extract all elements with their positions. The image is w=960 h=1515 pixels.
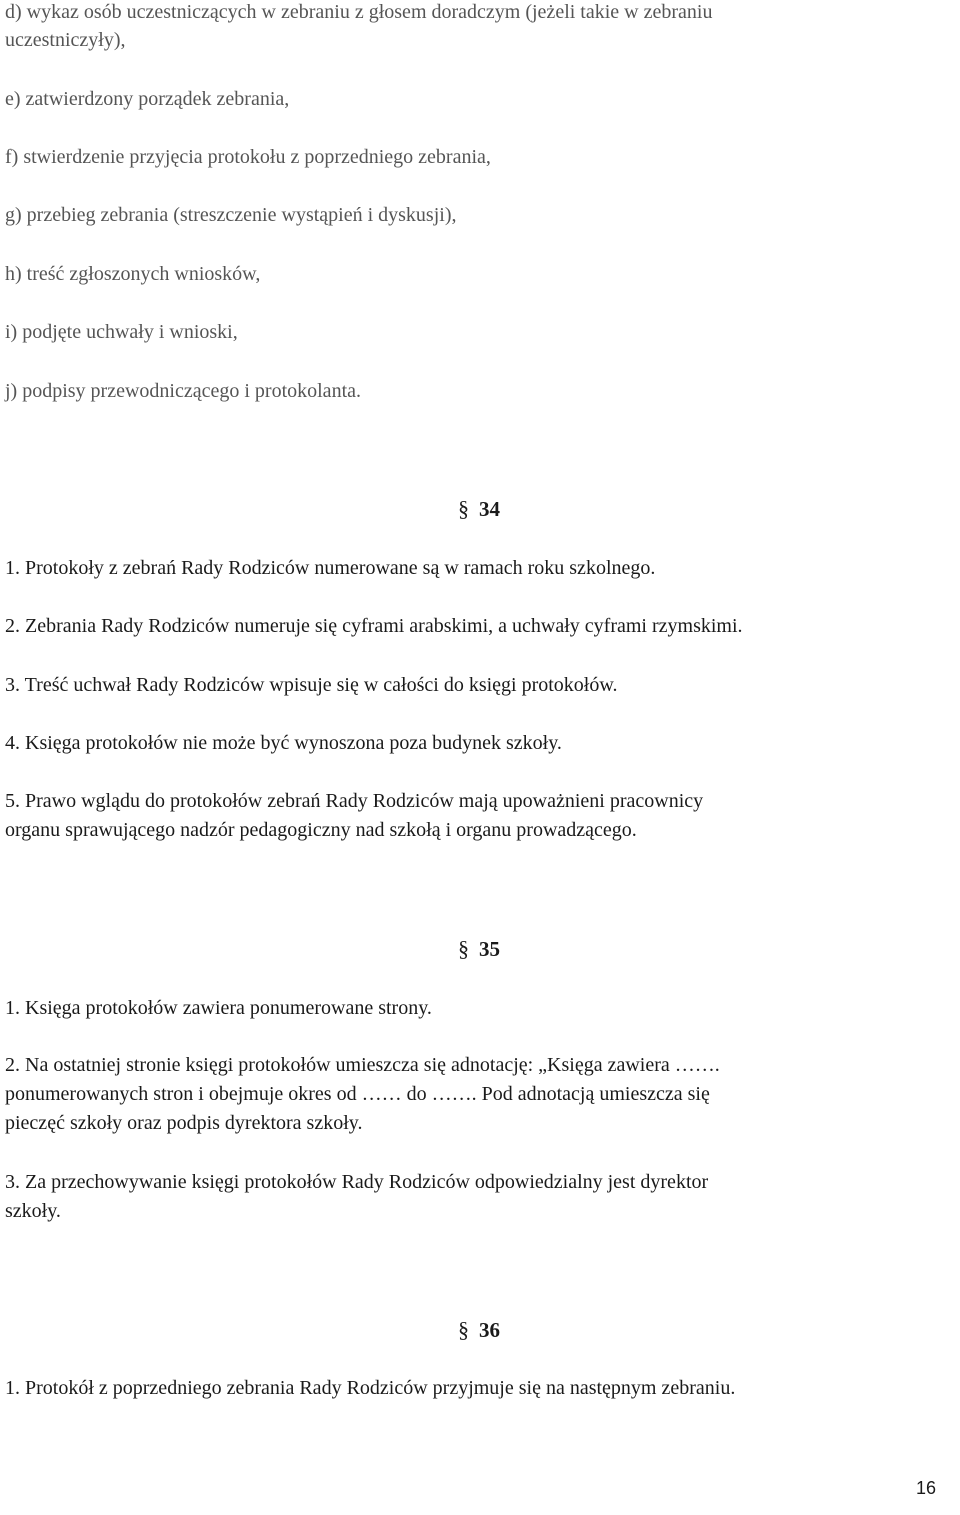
list-item-h: h) treść zgłoszonych wniosków,: [5, 263, 261, 285]
page-number: 16: [915, 1478, 936, 1498]
sec35-paragraph-3: [5, 1168, 940, 1226]
section-number: 34: [479, 497, 500, 521]
sec35-paragraph-3-line-1: 3. Za przechowywanie księgi protokołów Rady Rodziców odpowiedzialny jest dyrektor: [5, 1171, 709, 1193]
section-36-heading: [458, 1315, 500, 1345]
section-symbol: §: [458, 1317, 469, 1342]
section-symbol: §: [458, 496, 469, 521]
sec34-paragraph-5-line-1: 5. Prawo wglądu do protokołów zebrań Rady Rodziców mają upoważnieni pracownicy: [5, 790, 704, 812]
sec35-paragraph-3-line-2: szkoły.: [5, 1200, 61, 1222]
section-number: 36: [479, 1318, 500, 1342]
list-item-j: j) podpisy przewodniczącego i protokolanta.: [5, 380, 361, 402]
list-item-i: i) podjęte uchwały i wnioski,: [5, 321, 238, 343]
list-item-d: d) wykaz osób uczestniczących w zebraniu z głosem doradczym (jeżeli takie w zebraniu: [5, 1, 713, 23]
section-number: 35: [479, 937, 500, 961]
list-item-f: f) stwierdzenie przyjęcia protokołu z poprzedniego zebrania,: [5, 146, 491, 168]
sec36-paragraph-1: 1. Protokół z poprzedniego zebrania Rady Rodziców przyjmuje się na następnym zebraniu.: [5, 1377, 736, 1399]
sec34-paragraph-2: 2. Zebrania Rady Rodziców numeruje się cyframi arabskimi, a uchwały cyframi rzymskimi.: [5, 615, 743, 637]
sec34-paragraph-5: [5, 787, 940, 845]
list-item-g: g) przebieg zebrania (streszczenie wystąpień i dyskusji),: [5, 204, 457, 226]
sec34-paragraph-1: 1. Protokoły z zebrań Rady Rodziców numerowane są w ramach roku szkolnego.: [5, 557, 656, 579]
sec35-paragraph-2-line-2: ponumerowanych stron i obejmuje okres od …… do ……. Pod adnotacją umieszcza się: [5, 1083, 710, 1105]
sec35-paragraph-2-line-3: pieczęć szkoły oraz podpis dyrektora szkoły.: [5, 1112, 363, 1134]
sec34-paragraph-4: 4. Księga protokołów nie może być wynoszona poza budynek szkoły.: [5, 732, 562, 754]
section-35-heading: [458, 934, 500, 964]
list-item-e: e) zatwierdzony porządek zebrania,: [5, 88, 290, 110]
section-34-heading: [458, 494, 500, 524]
sec35-paragraph-1: 1. Księga protokołów zawiera ponumerowane strony.: [5, 997, 432, 1019]
list-item-d-continuation: uczestniczyły),: [5, 29, 126, 51]
sec34-paragraph-5-line-2: organu sprawującego nadzór pedagogiczny nad szkołą i organu prowadzącego.: [5, 819, 637, 841]
sec35-paragraph-2: [5, 1051, 940, 1138]
section-symbol: §: [458, 936, 469, 961]
sec34-paragraph-3: 3. Treść uchwał Rady Rodziców wpisuje się w całości do księgi protokołów.: [5, 674, 618, 696]
sec35-paragraph-2-line-1: 2. Na ostatniej stronie księgi protokołów umieszcza się adnotację: „Księga zawiera …….: [5, 1054, 720, 1076]
